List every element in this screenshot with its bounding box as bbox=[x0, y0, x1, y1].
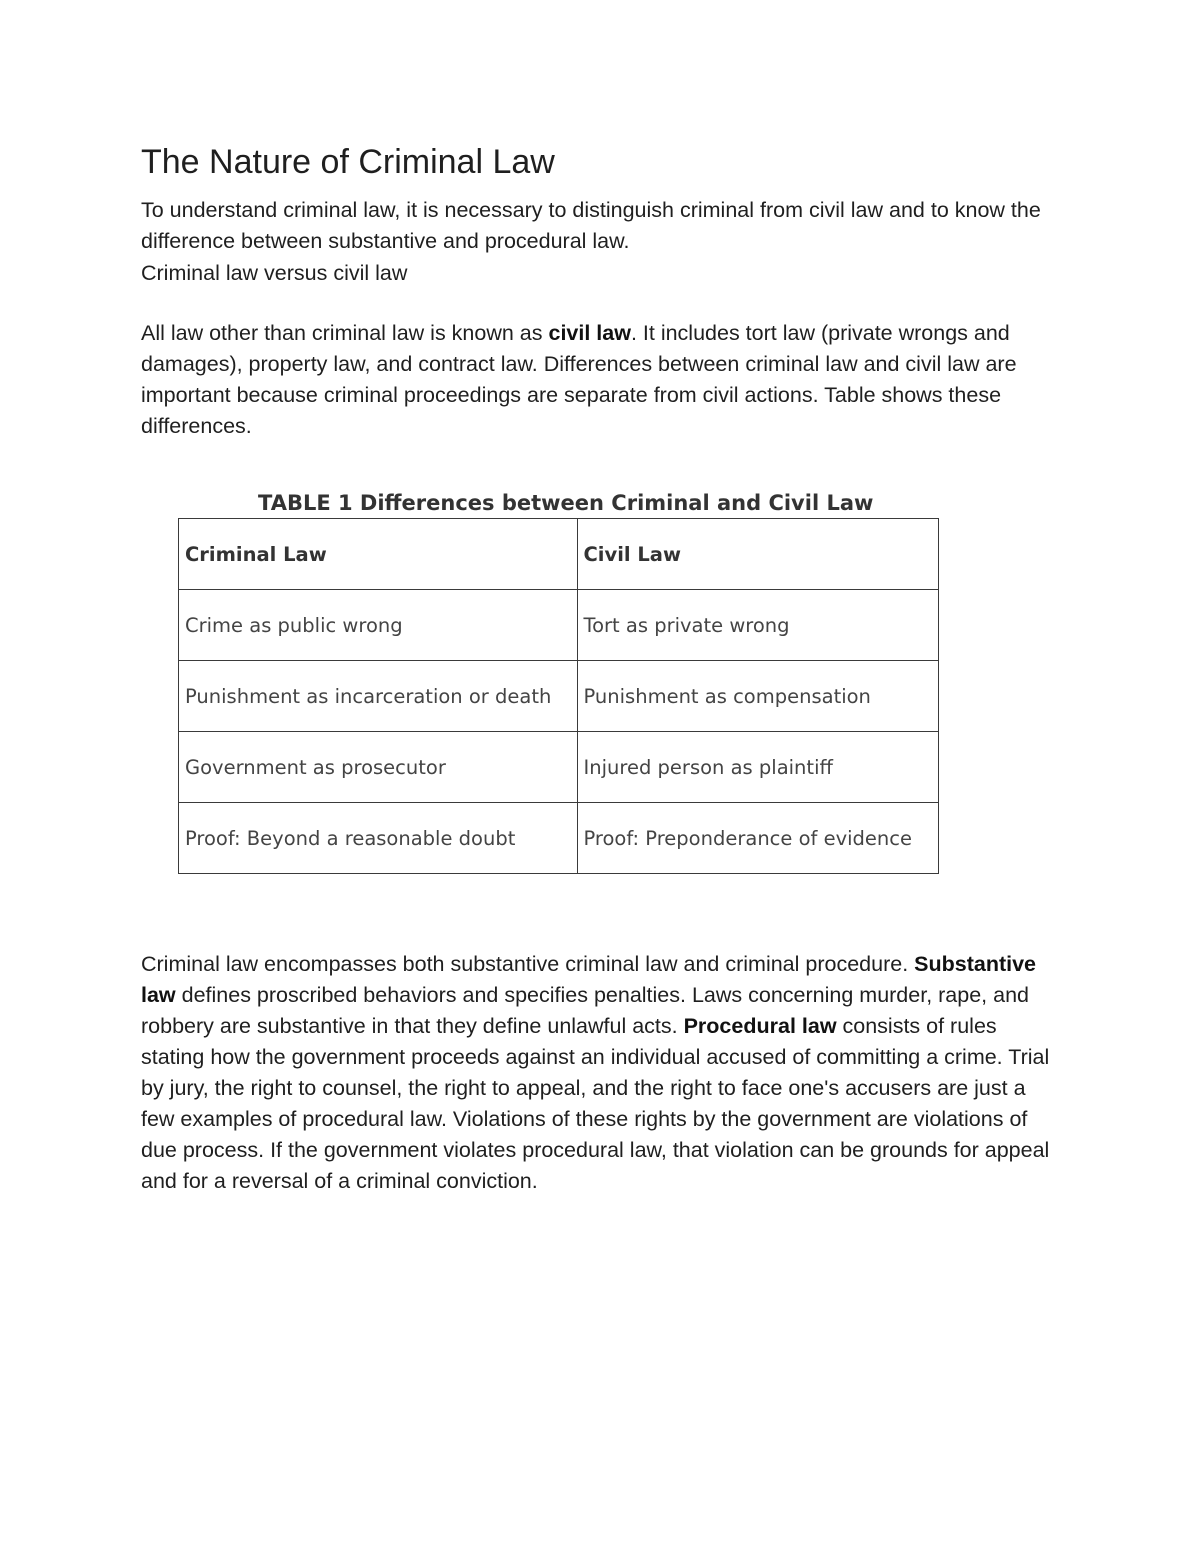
table-row bbox=[179, 732, 939, 803]
table-row bbox=[179, 803, 939, 874]
closing-text-1: Criminal law encompasses both substantive criminal law and criminal procedure. bbox=[141, 952, 915, 976]
closing-text-3: consists of rules stating how the government proceeds against an individual accused of committing a crime. Trial by jury, the right to counsel, the right to appeal, and the right to face one's accusers are just a few examples of procedural law. Violations of these rights by the government are violations of due process. If the government violates procedural law, that violation can be grounds for appeal and for a reversal of a criminal conviction. bbox=[141, 1014, 1050, 1193]
closing-paragraph bbox=[141, 949, 1061, 1197]
table-cell: Punishment as incarceration or death bbox=[179, 661, 578, 732]
header-criminal-law: Criminal Law bbox=[179, 519, 578, 590]
table-cell: Proof: Beyond a reasonable doubt bbox=[179, 803, 578, 874]
intro-paragraph: To understand criminal law, it is necessary to distinguish criminal from civil law and to know the difference between substantive and procedural law. bbox=[141, 198, 1041, 253]
table-cell: Punishment as compensation bbox=[577, 661, 939, 732]
table-cell: Government as prosecutor bbox=[179, 732, 578, 803]
table-row bbox=[179, 590, 939, 661]
page-title: The Nature of Criminal Law bbox=[141, 143, 555, 181]
table-header-row bbox=[179, 519, 939, 590]
table-caption: TABLE 1 Differences between Criminal and Civil Law bbox=[258, 491, 874, 515]
substantive-law-term: Substantive law bbox=[141, 952, 1037, 1007]
civil-law-paragraph bbox=[141, 318, 1061, 442]
section-subheading: Criminal law versus civil law bbox=[141, 261, 408, 285]
civil-text-before: All law other than criminal law is known as bbox=[141, 321, 549, 345]
table-cell: Crime as public wrong bbox=[179, 590, 578, 661]
table-cell: Proof: Preponderance of evidence bbox=[577, 803, 939, 874]
table-cell: Injured person as plaintiff bbox=[577, 732, 939, 803]
civil-text-after: . It includes tort law (private wrongs and damages), property law, and contract law. Differences between criminal law and civil law are important because criminal proceedings are separate from civil actions. Table shows these differences. bbox=[141, 321, 1017, 438]
closing-text-2: defines proscribed behaviors and specifies penalties. Laws concerning murder, rape, and robbery are substantive in that they define unlawful acts. bbox=[141, 983, 1029, 1038]
procedural-law-term: Procedural law bbox=[683, 1014, 837, 1038]
header-civil-law: Civil Law bbox=[577, 519, 939, 590]
table-cell: Tort as private wrong bbox=[577, 590, 939, 661]
differences-table bbox=[178, 518, 939, 874]
civil-law-term: civil law bbox=[548, 321, 631, 345]
table-row bbox=[179, 661, 939, 732]
